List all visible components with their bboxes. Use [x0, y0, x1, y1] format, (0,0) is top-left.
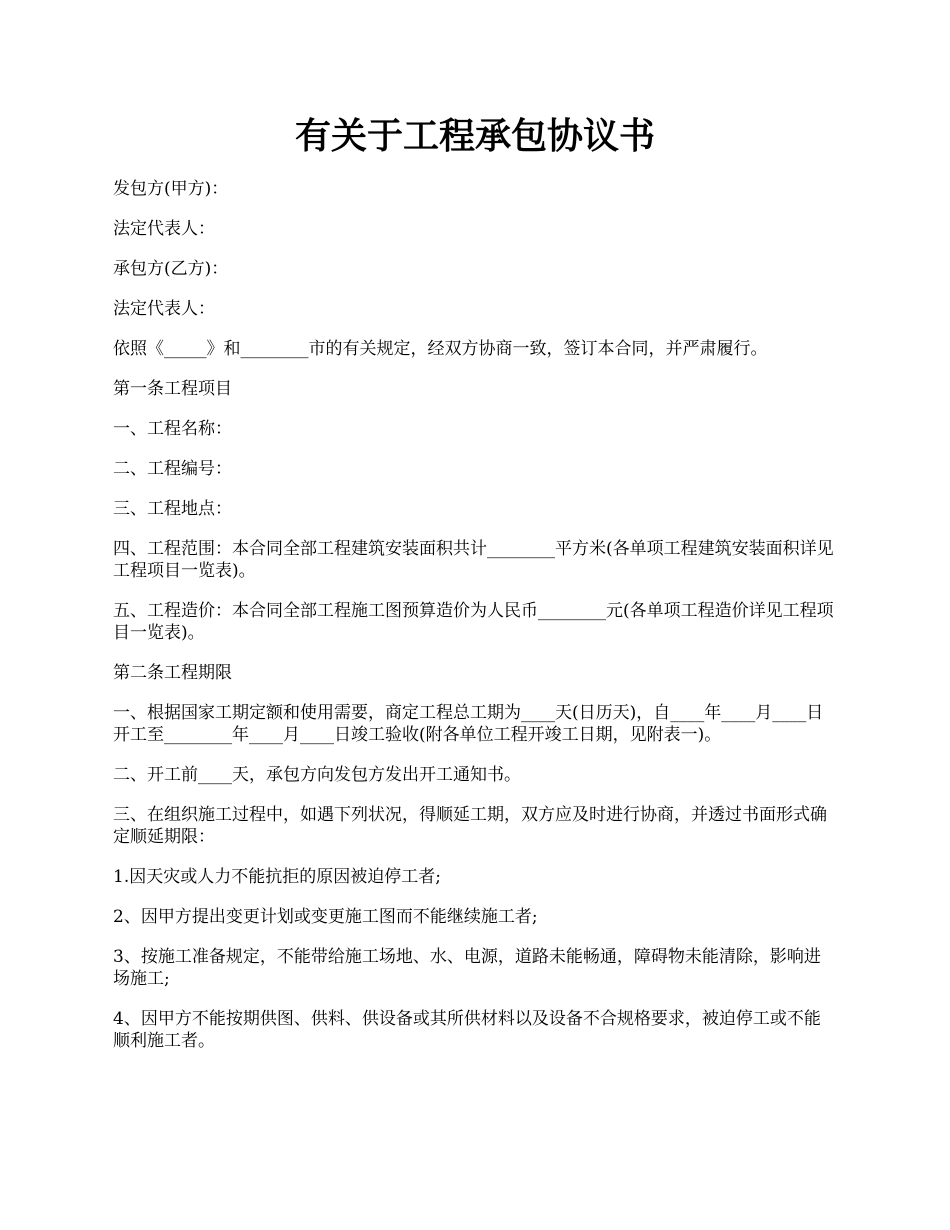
project-cost-paragraph: 五、工程造价：本合同全部工程施工图预算造价为人民币________元(各单项工程造价详见工程项目一览表)。 [113, 601, 834, 643]
extension-conditions-paragraph: 三、在组织施工过程中，如遇下列状况，得顺延工期，双方应及时进行协商，并透过书面形式确定顺延期限： [113, 805, 827, 847]
condition-1-item: 1.因天灾或人力不能抗拒的原因被迫停工者; [113, 867, 441, 887]
commencement-notice-paragraph: 二、开工前____天，承包方向发包方发出开工通知书。 [113, 765, 521, 785]
article-1-heading: 第一条工程项目 [113, 379, 232, 399]
condition-3-item: 3、按施工准备规定，不能带给施工场地、水、电源，道路未能畅通，障碍物未能清除，影响进场施工; [113, 947, 821, 989]
article-2-heading: 第二条工程期限 [113, 663, 232, 683]
project-scope-paragraph: 四、工程范围：本合同全部工程建筑安装面积共计________平方米(各单项工程建筑安装面积详见工程项目一览表)。 [113, 539, 834, 581]
project-number-line: 二、工程编号： [113, 459, 232, 479]
condition-2-item: 2、因甲方提出变更计划或变更施工图而不能继续施工者; [113, 907, 538, 927]
project-location-line: 三、工程地点： [113, 499, 232, 519]
party-b-line: 承包方(乙方)： [113, 259, 229, 279]
document-title: 有关于工程承包协议书 [294, 115, 655, 157]
party-a-representative-line: 法定代表人： [113, 219, 215, 239]
preamble-paragraph: 依照《_____》和________市的有关规定，经双方协商一致，签订本合同，并严肃履行。 [113, 339, 768, 359]
schedule-paragraph: 一、根据国家工期定额和使用需要，商定工程总工期为____天(日历天)，自____年____月____日开工至________年____月____日竣工验收(附各单位工程开竣工日期，见附表一)。 [113, 703, 824, 745]
condition-4-item: 4、因甲方不能按期供图、供料、供设备或其所供材料以及设备不合规格要求，被迫停工或不能顺利施工者。 [113, 1009, 821, 1051]
document-body [113, 178, 835, 1070]
project-name-line: 一、工程名称： [113, 419, 232, 439]
party-b-representative-line: 法定代表人： [113, 299, 215, 319]
party-a-line: 发包方(甲方)： [113, 179, 229, 199]
